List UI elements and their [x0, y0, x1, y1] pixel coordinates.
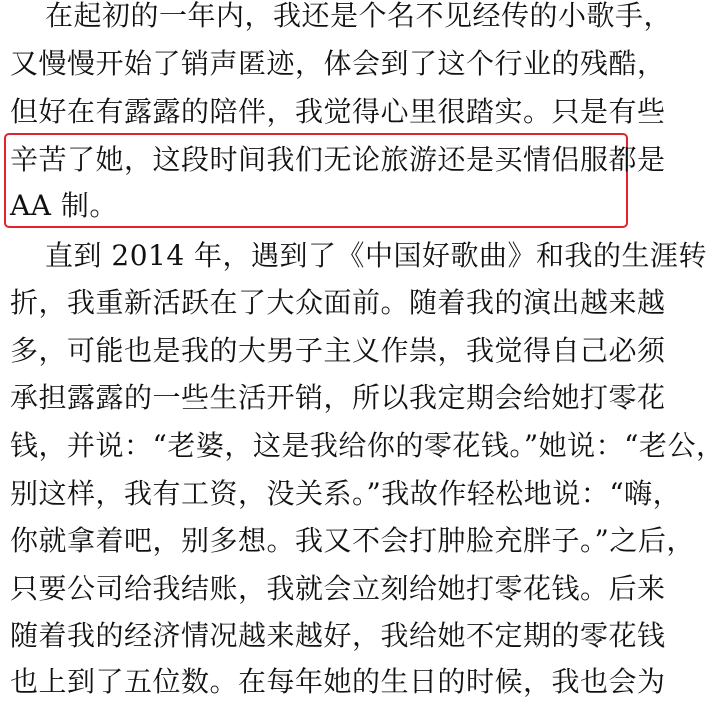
- text-line-1: 在起初的一年内，我还是个名不见经传的小歌手，: [45, 0, 673, 32]
- text-line-8: 多，可能也是我的大男子主义作祟，我觉得自己必须: [10, 334, 666, 367]
- text-line-13: 只要公司给我结账，我就会立刻给她打零花钱。后来: [10, 572, 666, 605]
- text-line-10: 钱，并说：“老婆，这是我给你的零花钱。”她说：“老公，: [10, 429, 724, 462]
- highlighted-line-1: 辛苦了她，这段时间我们无论旅游还是买情侣服都是: [10, 143, 666, 176]
- text-line-6: 直到 2014 年，遇到了《中国好歌曲》和我的生涯转: [45, 239, 708, 272]
- text-line-7: 折，我重新活跃在了大众面前。随着我的演出越来越: [10, 286, 666, 319]
- text-line-2: 又慢慢开始了销声匿迹，体会到了这个行业的残酷，: [10, 47, 666, 80]
- text-line-15: 也上到了五位数。在每年她的生日的时候，我也会为: [10, 665, 666, 698]
- highlighted-line-2: AA 制。: [10, 189, 118, 222]
- text-line-9: 承担露露的一些生活开销，所以我定期会给她打零花: [10, 381, 666, 414]
- text-line-11: 别这样，我有工资，没关系。”我故作轻松地说：“嗨，: [10, 477, 682, 510]
- text-line-14: 随着我的经济情况越来越好，我给她不定期的零花钱: [10, 619, 666, 652]
- text-line-3: 但好在有露露的陪伴，我觉得心里很踏实。只是有些: [10, 95, 666, 128]
- text-line-12: 你就拿着吧，别多想。我又不会打肿脸充胖子。”之后，: [10, 524, 695, 557]
